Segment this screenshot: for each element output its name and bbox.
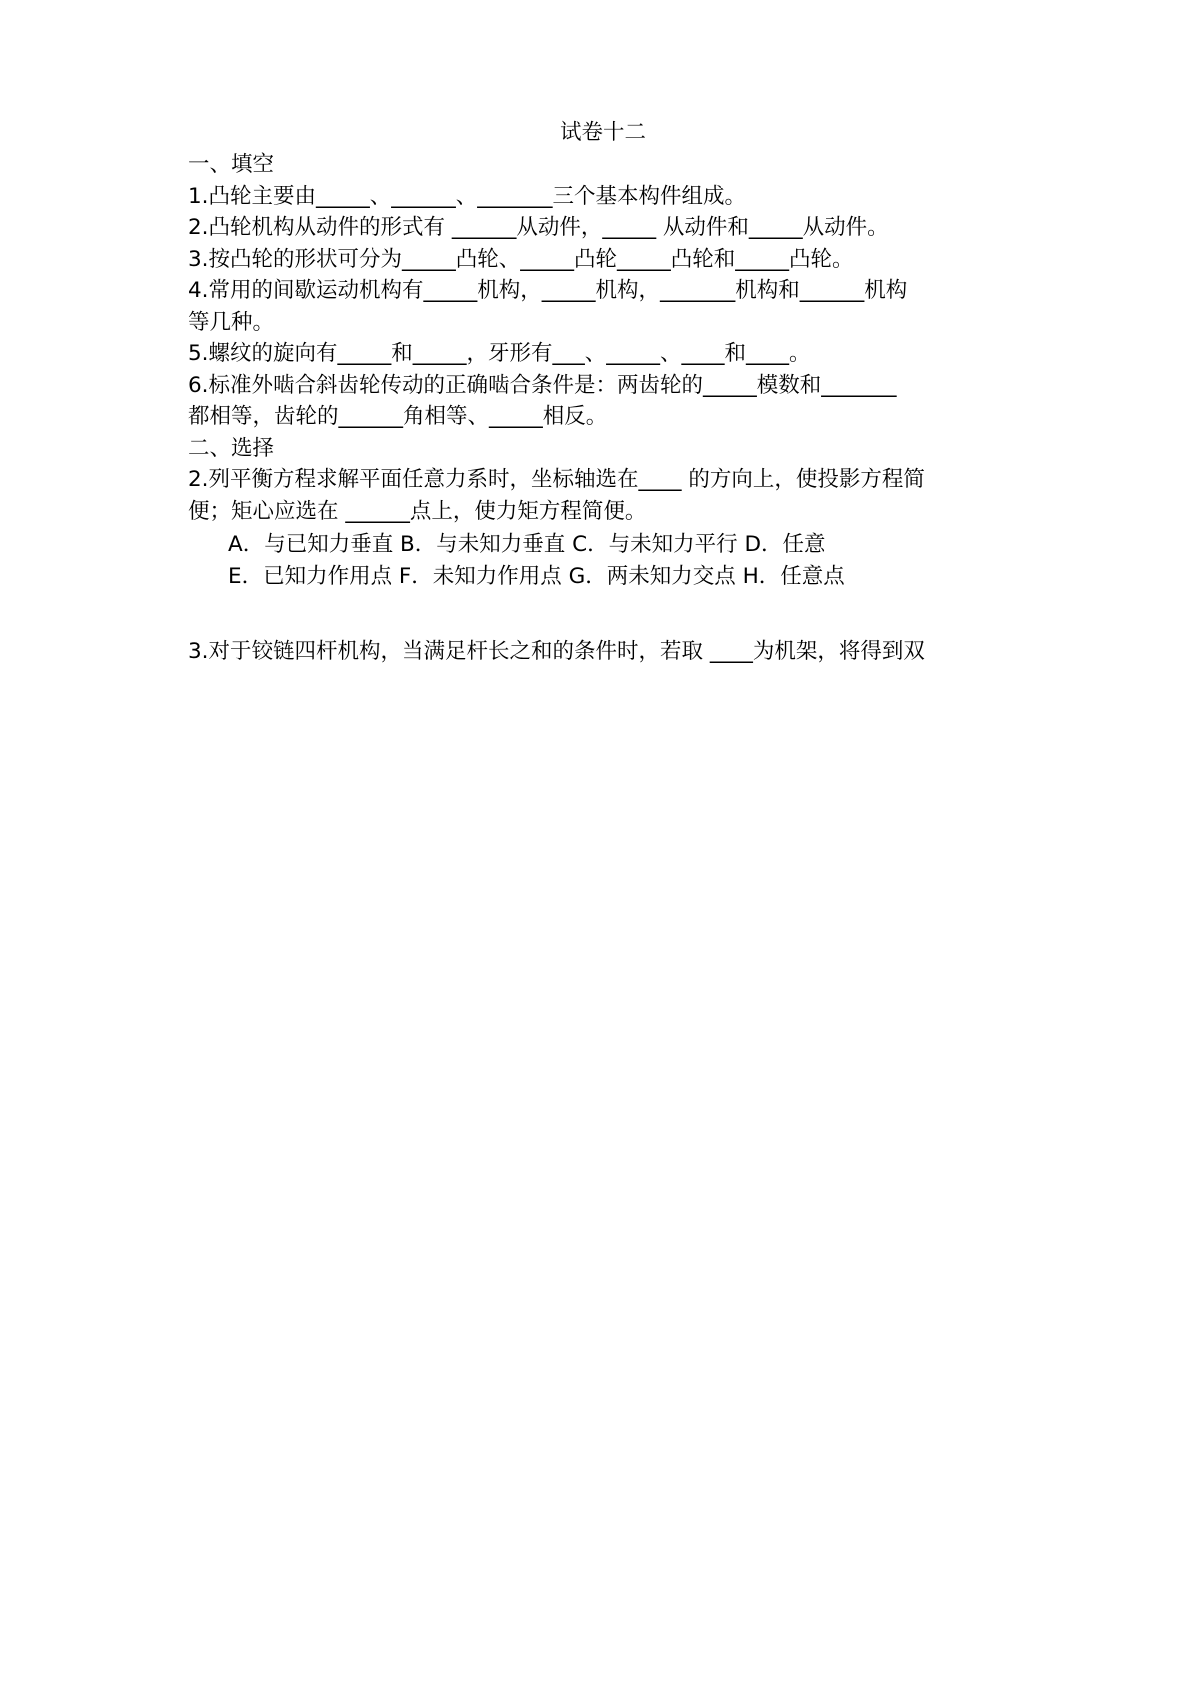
- choice-question-2-line-1: 2.列平衡方程求解平面任意力系时，坐标轴选在____ 的方向上，使投影方程简: [188, 467, 925, 492]
- exam-title: 试卷十二: [559, 120, 646, 145]
- question-6-line-2: 都相等，齿轮的______角相等、_____相反。: [188, 404, 608, 429]
- choice-question-3: 3.对于铰链四杆机构，当满足杆长之和的条件时，若取 ____为机架，将得到双: [188, 639, 925, 664]
- section-heading: 二、选择: [188, 435, 275, 461]
- question-2: 2.凸轮机构从动件的形式有 ______从动件，_____ 从动件和_____从动件。: [188, 215, 889, 240]
- choice-options-row-1: A．与已知力垂直 B．与未知力垂直 C．与未知力平行 D．任意: [228, 532, 826, 557]
- section-fill-in-blank: [188, 149, 1018, 433]
- choice-question-2-line-2: 便；矩心应选在 ______点上，使力矩方程简便。: [188, 498, 647, 524]
- exam-content: [188, 117, 1018, 668]
- choice-options-row-2: E．已知力作用点 F．未知力作用点 G．两未知力交点 H．任意点: [228, 563, 845, 589]
- question-3: 3.按凸轮的形状可分为_____凸轮、_____凸轮_____凸轮和_____凸轮。: [188, 246, 854, 272]
- section-multiple-choice: [188, 433, 1018, 668]
- question-1: 1.凸轮主要由_____、______、_______三个基本构件组成。: [188, 183, 747, 209]
- question-4-line-2: 等几种。: [188, 309, 275, 335]
- question-6-line-1: 6.标准外啮合斜齿轮传动的正确啮合条件是：两齿轮的_____模数和_______: [188, 372, 897, 398]
- question-5: 5.螺纹的旋向有_____和_____，牙形有___、_____、____和____。: [188, 341, 811, 366]
- section-heading: 一、填空: [188, 152, 275, 177]
- spacer: [188, 592, 1018, 636]
- question-4-line-1: 4.常用的间歇运动机构有_____机构，_____机构，_______机构和______机构: [188, 278, 908, 303]
